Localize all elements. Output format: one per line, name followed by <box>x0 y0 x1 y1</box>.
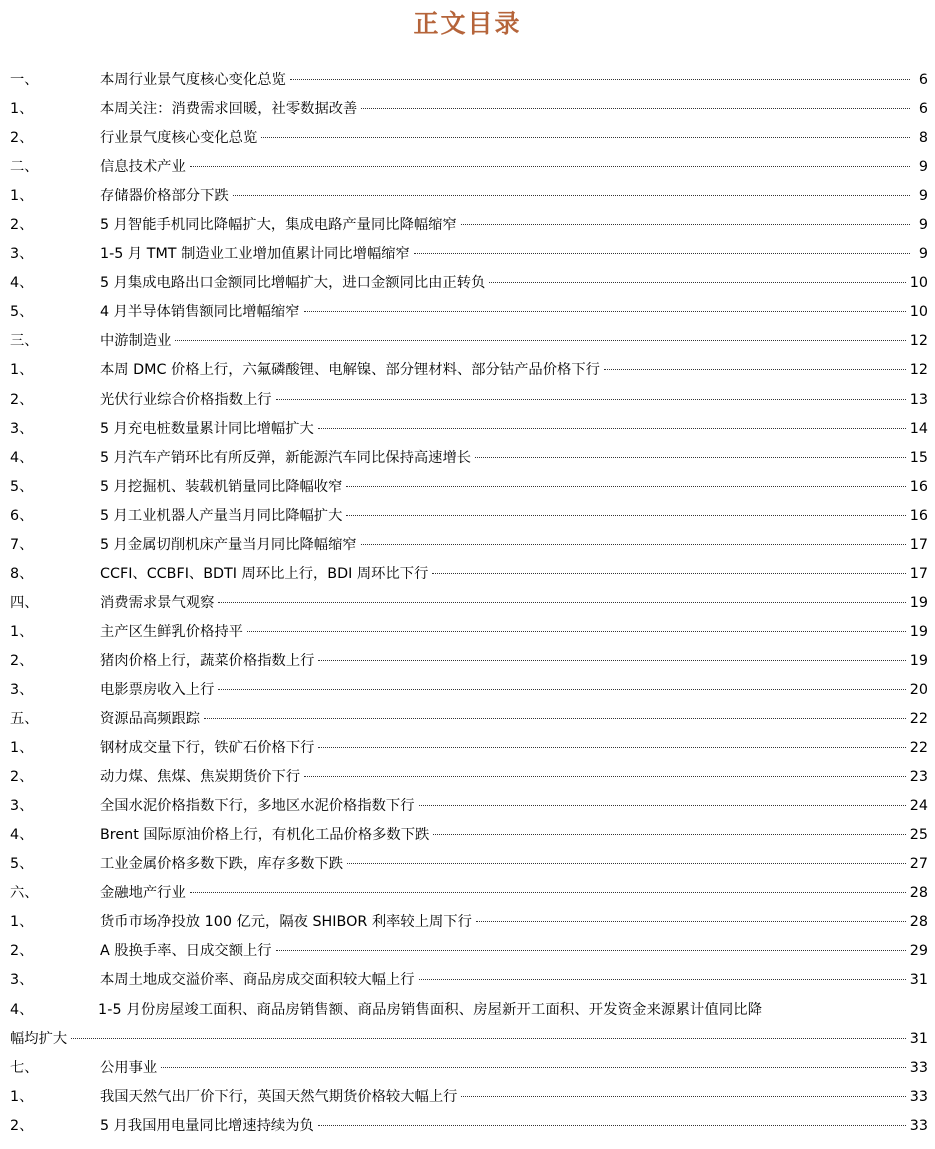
toc-leader-dots <box>276 399 906 400</box>
toc-entry-number: 2、 <box>10 391 34 408</box>
toc-entry-line <box>100 386 928 415</box>
toc-leader-dots <box>71 1038 906 1039</box>
toc-entry-number: 四、 <box>10 594 39 611</box>
toc-entry[interactable] <box>10 996 928 1054</box>
toc-entry[interactable] <box>10 560 928 589</box>
toc-entry-line <box>100 502 928 531</box>
toc-entry[interactable] <box>10 1083 928 1112</box>
toc-entry-line <box>100 95 928 124</box>
toc-leader-dots <box>175 340 905 341</box>
toc-entry-page[interactable]: 19 <box>909 594 928 611</box>
toc-entry-number: 7、 <box>10 536 34 553</box>
toc-leader-dots <box>347 863 906 864</box>
toc-entry-line <box>100 1083 928 1112</box>
toc-entry[interactable] <box>10 269 928 298</box>
toc-entry[interactable] <box>10 356 928 385</box>
toc-leader-dots <box>318 747 905 748</box>
toc-leader-dots <box>476 921 906 922</box>
toc-leader-dots <box>475 457 906 458</box>
toc-entry[interactable] <box>10 153 928 182</box>
toc-entry[interactable] <box>10 618 928 647</box>
toc-entry[interactable] <box>10 298 928 327</box>
toc-entry-line <box>100 937 928 966</box>
toc-entry-line <box>100 531 928 560</box>
toc-leader-dots <box>361 544 906 545</box>
toc-entry-number: 五、 <box>10 711 39 728</box>
toc-leader-dots <box>233 195 910 196</box>
toc-entry-number: 三、 <box>10 333 39 350</box>
toc-entry-title[interactable]: 存储器价格部分下跌 <box>100 188 229 205</box>
toc-entry-page[interactable]: 9 <box>918 188 928 205</box>
toc-entry[interactable] <box>10 647 928 676</box>
toc-entry-number: 4、 <box>10 827 34 844</box>
toc-entry[interactable] <box>10 879 928 908</box>
toc-entry-title[interactable]: 公用事业 <box>100 1059 158 1076</box>
toc-entry-number: 七、 <box>10 1059 39 1076</box>
toc-entry-title[interactable]: 5 月金属切削机床产量当月同比降幅缩窄 <box>100 536 357 553</box>
toc-entry-number: 6、 <box>10 507 34 524</box>
toc-entry[interactable] <box>10 211 928 240</box>
toc-entry-number: 二、 <box>10 159 39 176</box>
toc-entry-number: 3、 <box>10 798 34 815</box>
toc-entry-page[interactable]: 23 <box>909 769 928 786</box>
toc-entry-page[interactable]: 15 <box>909 449 928 466</box>
toc-entry-number: 1、 <box>10 623 34 640</box>
toc-leader-dots <box>204 718 906 719</box>
toc-entry-line <box>100 269 928 298</box>
toc-entry-number: 8、 <box>10 565 34 582</box>
toc-entry-line <box>100 124 928 153</box>
toc-list <box>10 66 928 1141</box>
toc-entry[interactable] <box>10 95 928 124</box>
toc-entry-line <box>100 850 928 879</box>
toc-entry-line <box>100 240 928 269</box>
toc-entry-title[interactable]: 5 月智能手机同比降幅扩大，集成电路产量同比降幅缩窄 <box>100 217 457 234</box>
toc-entry-title[interactable]: 行业景气度核心变化总览 <box>100 130 258 147</box>
toc-entry-line <box>100 589 928 618</box>
toc-entry-page[interactable]: 12 <box>909 333 928 350</box>
toc-entry-number: 5、 <box>10 478 34 495</box>
toc-entry-line <box>100 618 928 647</box>
toc-entry-line <box>100 327 928 356</box>
toc-entry-title[interactable]: 4 月半导体销售额同比增幅缩窄 <box>100 304 300 321</box>
toc-entry-number: 1、 <box>10 1088 34 1105</box>
toc-entry[interactable] <box>10 908 928 937</box>
toc-entry-page[interactable]: 33 <box>909 1088 928 1105</box>
toc-entry-page[interactable]: 6 <box>918 101 928 118</box>
toc-entry-line <box>100 966 928 995</box>
toc-leader-dots <box>489 282 905 283</box>
toc-entry-line <box>100 356 928 385</box>
toc-entry[interactable] <box>10 705 928 734</box>
toc-entry-line <box>100 1054 928 1083</box>
toc-entry-page[interactable]: 16 <box>909 478 928 495</box>
toc-entry-page[interactable]: 14 <box>909 420 928 437</box>
toc-entry-title[interactable]: CCFI、CCBFI、BDTI 周环比上行，BDI 周环比下行 <box>100 565 429 582</box>
toc-entry-page[interactable]: 12 <box>909 362 928 379</box>
toc-entry-number: 2、 <box>10 943 34 960</box>
toc-entry-page[interactable]: 28 <box>909 885 928 902</box>
toc-entry-number: 1、 <box>10 101 34 118</box>
toc-entry-number: 2、 <box>10 217 34 234</box>
toc-entry-page[interactable]: 17 <box>909 536 928 553</box>
toc-entry-title[interactable]: 我国天然气出厂价下行，英国天然气期货价格较大幅上行 <box>100 1088 458 1105</box>
toc-entry-page[interactable]: 10 <box>909 304 928 321</box>
toc-leader-dots <box>361 108 910 109</box>
toc-entry-title[interactable]: 主产区生鲜乳价格持平 <box>100 623 243 640</box>
toc-entry[interactable] <box>10 182 928 211</box>
toc-entry-title[interactable]: 工业金属价格多数下跌，库存多数下跌 <box>100 856 344 873</box>
toc-leader-dots <box>461 1096 905 1097</box>
toc-entry-page[interactable]: 22 <box>909 711 928 728</box>
toc-entry-title[interactable]: 5 月挖掘机、装载机销量同比降幅收窄 <box>100 478 343 495</box>
toc-entry[interactable] <box>10 386 928 415</box>
toc-entry-line <box>100 153 928 182</box>
toc-entry-title[interactable]: 金融地产行业 <box>100 885 186 902</box>
toc-leader-dots <box>346 515 905 516</box>
toc-leader-dots <box>433 834 905 835</box>
toc-entry[interactable] <box>10 792 928 821</box>
toc-entry-number: 3、 <box>10 681 34 698</box>
toc-entry[interactable] <box>10 473 928 502</box>
toc-entry-number: 2、 <box>10 769 34 786</box>
toc-entry-title[interactable]: 资源品高频跟踪 <box>100 711 201 728</box>
toc-entry-title[interactable]: Brent 国际原油价格上行，有机化工品价格多数下跌 <box>100 827 430 844</box>
toc-entry-number: 4、 <box>10 449 34 466</box>
toc-entry-line <box>100 66 928 95</box>
toc-entry-number: 2、 <box>10 130 34 147</box>
toc-leader-dots <box>419 979 906 980</box>
toc-leader-dots <box>276 950 906 951</box>
toc-entry-title[interactable]: 5 月充电桩数量累计同比增幅扩大 <box>100 420 314 437</box>
toc-leader-dots <box>190 166 910 167</box>
toc-entry[interactable] <box>10 850 928 879</box>
toc-leader-dots <box>432 573 905 574</box>
toc-entry-title[interactable]: 本周 DMC 价格上行，六氟磷酸锂、电解镍、部分锂材料、部分钴产品价格下行 <box>100 362 600 379</box>
toc-entry-title[interactable]: 本周土地成交溢价率、商品房成交面积较大幅上行 <box>100 972 415 989</box>
toc-entry-page[interactable]: 33 <box>909 1059 928 1076</box>
toc-entry-title-continuation[interactable]: 幅均扩大 <box>10 1030 68 1047</box>
toc-entry-number: 3、 <box>10 420 34 437</box>
toc-entry-title[interactable]: 5 月汽车产销环比有所反弹，新能源汽车同比保持高速增长 <box>100 449 472 466</box>
toc-entry-number: 4、 <box>10 275 34 292</box>
toc-entry-page[interactable]: 19 <box>909 623 928 640</box>
toc-entry-line <box>100 415 928 444</box>
toc-entry-number: 一、 <box>10 72 39 88</box>
toc-entry[interactable] <box>10 589 928 618</box>
toc-leader-dots <box>247 631 906 632</box>
toc-entry-title[interactable]: 信息技术产业 <box>100 159 186 176</box>
toc-leader-dots <box>190 892 906 893</box>
toc-entry-number: 1、 <box>10 740 34 757</box>
toc-entry-title[interactable]: 钢材成交量下行，铁矿石价格下行 <box>100 740 315 757</box>
page-title: 正文目录 <box>413 9 522 38</box>
toc-entry-title[interactable]: 消费需求景气观察 <box>100 594 215 611</box>
toc-leader-dots <box>261 137 910 138</box>
toc-entry-number: 2、 <box>10 652 34 669</box>
toc-entry-number: 5、 <box>10 856 34 873</box>
toc-leader-dots <box>461 224 910 225</box>
toc-entry[interactable] <box>10 415 928 444</box>
toc-entry-title[interactable]: 货币市场净投放 100 亿元，隔夜 SHIBOR 利率较上周下行 <box>100 914 472 931</box>
toc-entry[interactable] <box>10 531 928 560</box>
toc-entry-line <box>100 560 928 589</box>
toc-entry-title[interactable]: 5 月我国用电量同比增速持续为负 <box>100 1117 314 1134</box>
toc-entry-page[interactable]: 9 <box>918 246 928 263</box>
toc-entry[interactable] <box>10 966 928 995</box>
toc-entry-line <box>100 734 928 763</box>
toc-leader-dots <box>318 1125 906 1126</box>
toc-entry-page[interactable]: 29 <box>909 943 928 960</box>
toc-entry-number: 2、 <box>10 1117 34 1134</box>
toc-entry[interactable] <box>10 327 928 356</box>
toc-entry-title[interactable]: 全国水泥价格指数下行，多地区水泥价格指数下行 <box>100 798 415 815</box>
toc-leader-dots <box>346 486 905 487</box>
toc-leader-dots <box>414 253 910 254</box>
toc-entry-page[interactable]: 6 <box>918 72 928 88</box>
toc-entry-page[interactable]: 9 <box>918 217 928 234</box>
toc-entry[interactable] <box>10 763 928 792</box>
toc-entry-title[interactable]: 电影票房收入上行 <box>100 681 215 698</box>
toc-entry-title[interactable]: 中游制造业 <box>100 333 172 350</box>
toc-leader-dots <box>318 428 906 429</box>
toc-entry-line <box>100 792 928 821</box>
toc-entry[interactable] <box>10 937 928 966</box>
toc-entry-title[interactable]: 本周关注：消费需求回暖，社零数据改善 <box>100 101 358 118</box>
toc-entry[interactable] <box>10 1112 928 1141</box>
toc-entry-page[interactable]: 25 <box>909 827 928 844</box>
toc-leader-dots <box>604 369 906 370</box>
toc-entry-number: 六、 <box>10 885 39 902</box>
toc-leader-dots <box>304 311 906 312</box>
toc-entry-page[interactable]: 20 <box>909 681 928 698</box>
toc-entry-page[interactable]: 27 <box>909 856 928 873</box>
toc-entry-title[interactable]: 光伏行业综合价格指数上行 <box>100 391 272 408</box>
toc-entry-page[interactable]: 22 <box>909 740 928 757</box>
toc-entry-title[interactable]: 猪肉价格上行，蔬菜价格指数上行 <box>100 652 315 669</box>
toc-leader-dots <box>161 1067 906 1068</box>
toc-leader-dots <box>290 79 910 80</box>
toc-leader-dots <box>218 689 905 690</box>
toc-entry[interactable] <box>10 502 928 531</box>
toc-entry-number: 1、 <box>10 188 34 205</box>
toc-entry[interactable] <box>10 821 928 850</box>
toc-leader-dots <box>318 660 905 661</box>
toc-entry-title[interactable]: 5 月集成电路出口金额同比增幅扩大，进口金额同比由正转负 <box>100 275 486 292</box>
toc-entry-line <box>100 676 928 705</box>
toc-entry-line <box>100 908 928 937</box>
toc-entry-page[interactable]: 9 <box>918 159 928 176</box>
toc-entry[interactable] <box>10 1054 928 1083</box>
toc-entry-line <box>100 211 928 240</box>
toc-entry[interactable] <box>10 240 928 269</box>
toc-entry-title[interactable]: A 股换手率、日成交额上行 <box>100 943 272 960</box>
toc-entry-page[interactable]: 28 <box>909 914 928 931</box>
toc-entry-page[interactable]: 19 <box>909 652 928 669</box>
toc-entry-page[interactable]: 10 <box>909 275 928 292</box>
toc-entry-page[interactable]: 16 <box>909 507 928 524</box>
toc-entry-number: 3、 <box>10 972 34 989</box>
toc-entry-title[interactable]: 1-5 月 TMT 制造业工业增加值累计同比增幅缩窄 <box>100 246 410 263</box>
toc-entry[interactable] <box>10 66 928 95</box>
toc-leader-dots <box>304 776 906 777</box>
toc-entry-line <box>100 1112 928 1141</box>
toc-entry[interactable] <box>10 444 928 473</box>
toc-entry-line <box>100 879 928 908</box>
toc-entry[interactable] <box>10 734 928 763</box>
toc-entry-line <box>100 444 928 473</box>
toc-entry-page[interactable]: 31 <box>909 1030 928 1047</box>
toc-entry-page[interactable]: 8 <box>918 130 928 147</box>
toc-entry-page[interactable]: 13 <box>909 391 928 408</box>
toc-entry-title-continued <box>10 1025 928 1054</box>
toc-entry-page[interactable]: 17 <box>909 565 928 582</box>
toc-entry-line <box>100 763 928 792</box>
toc-entry-title[interactable]: 1-5 月份房屋竣工面积、商品房销售额、商品房销售面积、房屋新开工面积、开发资金来源累计值同比降 <box>98 1001 763 1018</box>
toc-entry-title[interactable]: 5 月工业机器人产量当月同比降幅扩大 <box>100 507 343 524</box>
toc-leader-dots <box>419 805 906 806</box>
toc-entry-line <box>100 182 928 211</box>
toc-entry-title[interactable]: 动力煤、焦煤、焦炭期货价下行 <box>100 769 301 786</box>
toc-entry-line <box>100 705 928 734</box>
toc-entry-number: 1、 <box>10 362 34 379</box>
toc-entry-number: 1、 <box>10 914 34 931</box>
toc-entry-page[interactable]: 33 <box>909 1117 928 1134</box>
toc-entry-page[interactable]: 31 <box>909 972 928 989</box>
toc-entry-line <box>100 473 928 502</box>
toc-entry-line <box>100 298 928 327</box>
toc-entry[interactable] <box>10 124 928 153</box>
toc-entry-title[interactable]: 本周行业景气度核心变化总览 <box>100 72 286 88</box>
toc-entry-number: 4、 <box>10 1001 34 1018</box>
toc-entry-line <box>100 821 928 850</box>
toc-leader-dots <box>218 602 905 603</box>
toc-entry-page[interactable]: 24 <box>909 798 928 815</box>
toc-entry-line <box>100 647 928 676</box>
toc-entry-number: 5、 <box>10 304 34 321</box>
toc-entry-number: 3、 <box>10 246 34 263</box>
toc-entry[interactable] <box>10 676 928 705</box>
